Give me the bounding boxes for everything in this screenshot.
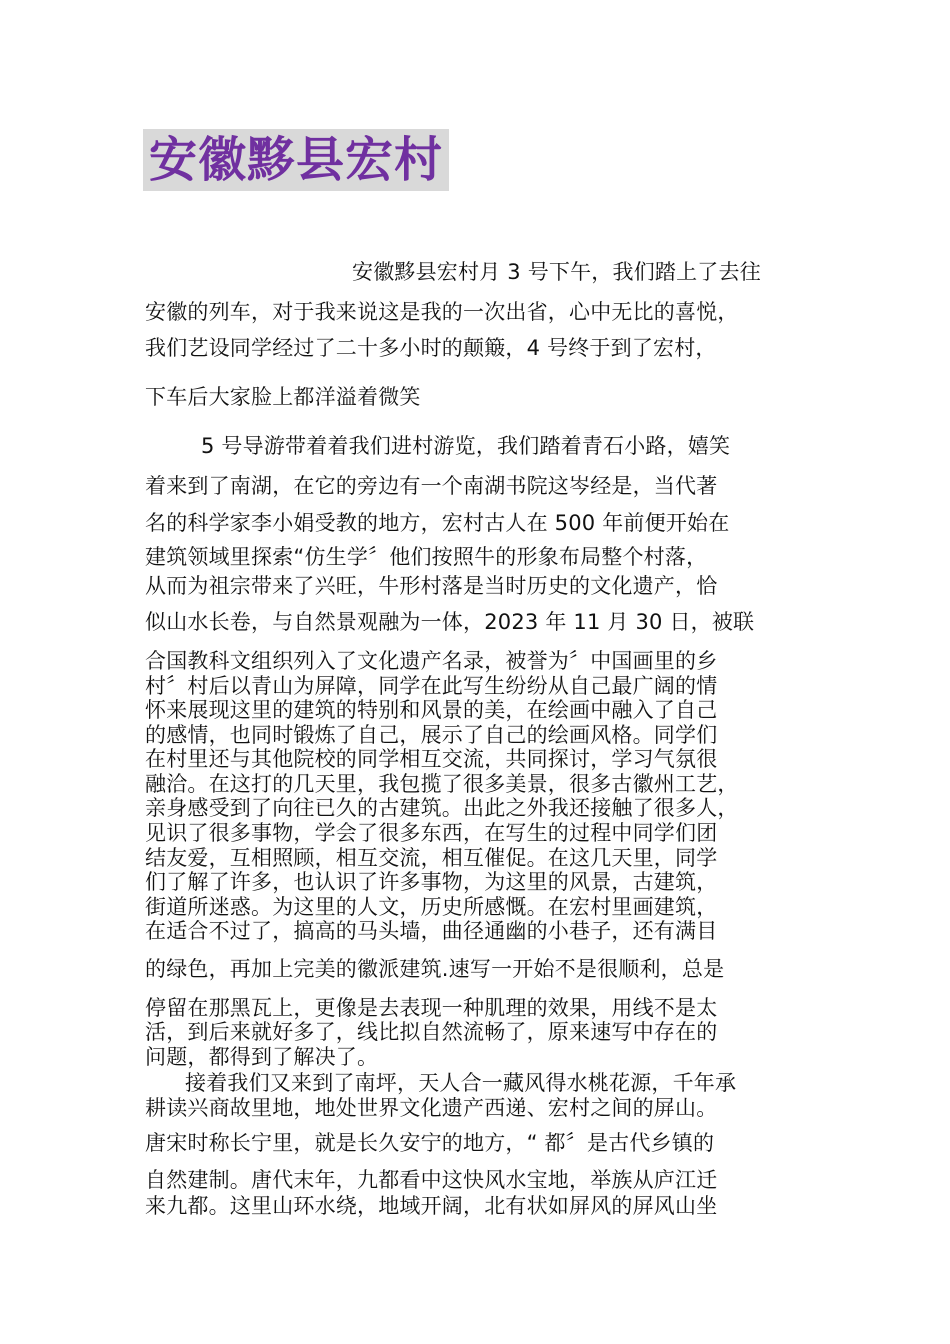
text-line: 结友爱，互相照顾，相互交流，相互催促。在这几天里，同学 <box>145 846 718 870</box>
text-line: 自然建制。唐代末年，九都看中这快风水宝地，举族从庐江迁 <box>145 1168 718 1192</box>
text-line: 5 号导游带着着我们进村游览，我们踏着青石小路，嬉笑 <box>201 434 731 458</box>
text-line: 从而为祖宗带来了兴旺，牛形村落是当时历史的文化遗产，恰 <box>145 574 718 598</box>
document-title: 安徽黟县宏村 <box>149 132 444 188</box>
text-line: 我们艺设同学经过了二十多小时的颠簸，4 号终于到了宏村， <box>145 336 717 360</box>
text-line: 安徽黟县宏村月 3 号下午，我们踏上了去往 <box>352 260 761 284</box>
text-line: 怀来展现这里的建筑的特别和风景的美，在绘画中融入了自己 <box>145 698 718 722</box>
text-line: 亲身感受到了向往已久的古建筑。出此之外我还接触了很多人， <box>145 796 739 820</box>
text-line: 融洽。在这打的几天里，我包揽了很多美景，很多古徽州工艺， <box>145 772 739 796</box>
text-line: 建筑领域里探索“仿生学〞他们按照牛的形象布局整个村落， <box>145 545 708 569</box>
text-line: 在适合不过了，搞高的马头墙，曲径通幽的小巷子，还有满目 <box>145 919 718 943</box>
text-line: 来九都。这里山环水绕，地域开阔，北有状如屏风的屏风山坐 <box>145 1194 718 1218</box>
text-line: 村〞村后以青山为屏障，同学在此写生纷纷从自己最广阔的情 <box>145 674 718 698</box>
text-line: 见识了很多事物，学会了很多东西，在写生的过程中同学们团 <box>145 821 718 845</box>
text-line: 接着我们又来到了南坪，天人合一藏风得水桃花源，千年承 <box>185 1071 737 1095</box>
text-line: 停留在那黑瓦上，更像是去表现一种肌理的效果，用线不是太 <box>145 996 718 1020</box>
text-line: 的绿色，再加上完美的徽派建筑.速写一开始不是很顺利，总是 <box>145 957 725 981</box>
text-line: 名的科学家李小娟受教的地方，宏村古人在 500 年前便开始在 <box>145 511 730 535</box>
text-line: 街道所迷惑。为这里的人文，历史所感慨。在宏村里画建筑， <box>145 895 718 919</box>
text-line: 问题，都得到了解决了。 <box>145 1045 379 1069</box>
text-line: 在村里还与其他院校的同学相互交流，共同探讨，学习气氛很 <box>145 747 718 771</box>
text-line: 活，到后来就好多了，线比拟自然流畅了，原来速写中存在的 <box>145 1020 718 1044</box>
text-line: 合国教科文组织列入了文化遗产名录，被誉为〞中国画里的乡 <box>145 649 718 673</box>
title-highlight <box>143 129 449 191</box>
text-line: 们了解了许多，也认识了许多事物，为这里的风景，古建筑， <box>145 870 718 894</box>
text-line: 似山水长卷，与自然景观融为一体，2023 年 11 月 30 日，被联 <box>145 610 755 634</box>
text-line: 耕读兴商故里地，地处世界文化遗产西递、宏村之间的屏山。 <box>145 1096 718 1120</box>
text-line: 安徽的列车，对于我来说这是我的一次出省，心中无比的喜悦， <box>145 300 739 324</box>
text-line: 的感情，也同时锻炼了自己，展示了自己的绘画风格。同学们 <box>145 723 718 747</box>
text-line: 着来到了南湖，在它的旁边有一个南湖书院这岑经是，当代著 <box>145 474 718 498</box>
text-line: 唐宋时称长宁里，就是长久安宁的地方，“ 都〞是古代乡镇的 <box>145 1131 715 1155</box>
text-line: 下车后大家脸上都洋溢着微笑 <box>145 385 421 409</box>
